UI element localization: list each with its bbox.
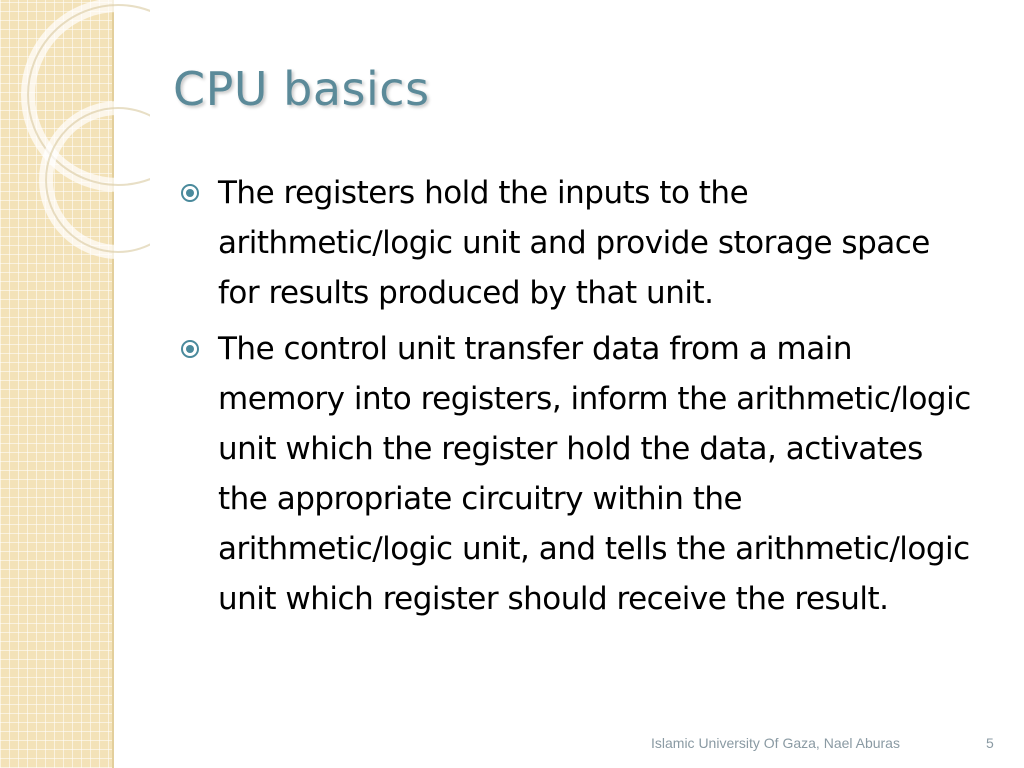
- slide-title: CPU basics: [173, 62, 430, 116]
- decorative-rings-icon: [0, 0, 150, 260]
- bullet-item: [180, 324, 980, 624]
- footer-text: Islamic University Of Gaza, Nael Aburas: [651, 735, 900, 751]
- bullet-text: The control unit transfer data from a main memory into registers, inform the arithmetic/logic unit which the register hold the data, activates the appropriate circuitry within the arithmetic/logic unit, and tells the arithmetic/logic unit which register should receive the result.: [218, 331, 971, 617]
- page-number: 5: [986, 735, 994, 751]
- circled-dot-icon: [180, 183, 200, 203]
- circled-dot-icon: [180, 339, 200, 359]
- bullet-text: The registers hold the inputs to the arithmetic/logic unit and provide storage space for results produced by that unit.: [218, 175, 930, 311]
- bullet-item: [180, 168, 980, 318]
- bullet-list: [180, 168, 980, 630]
